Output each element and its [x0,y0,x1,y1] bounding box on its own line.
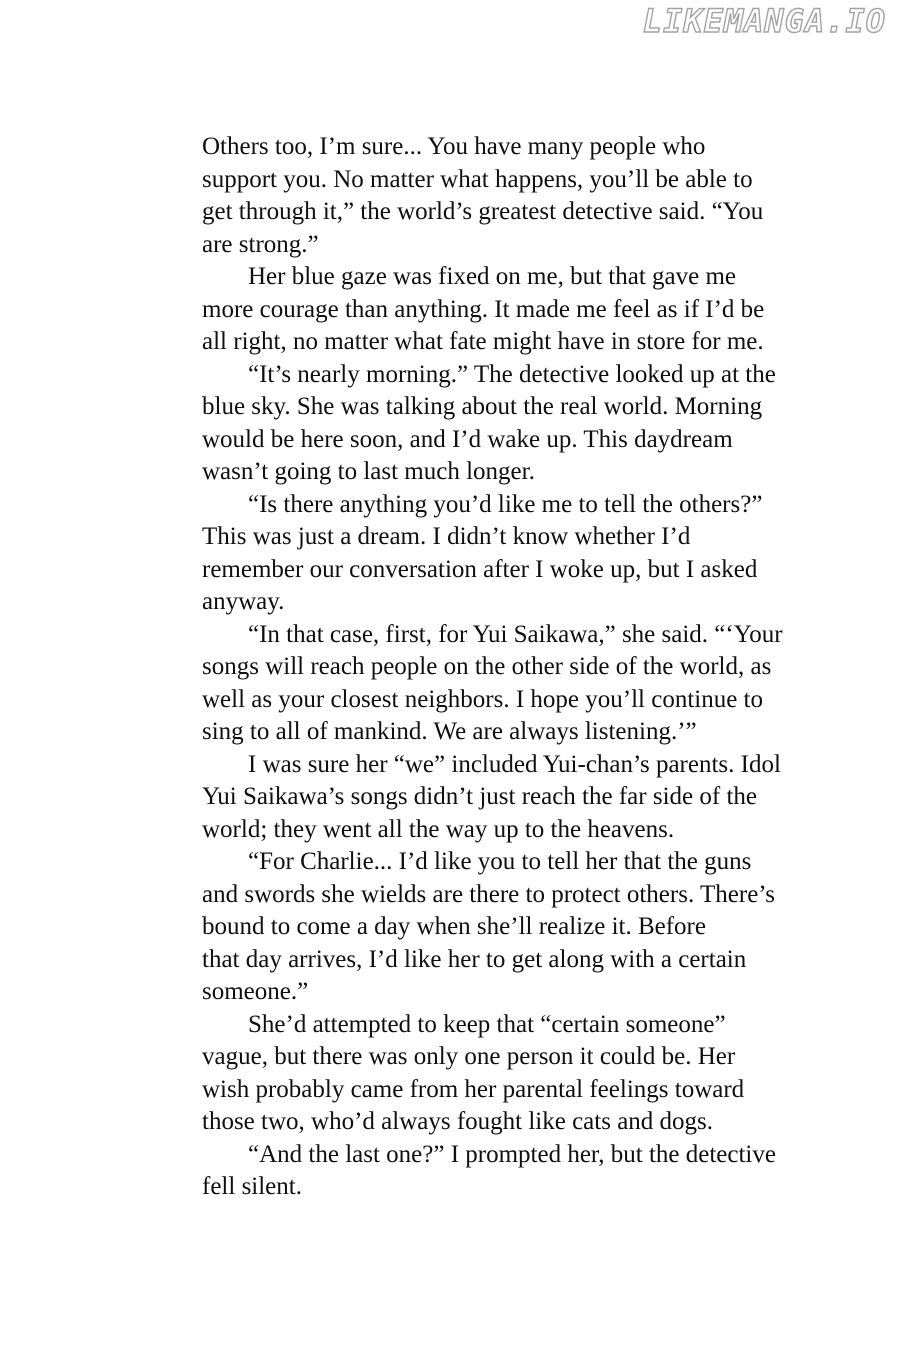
paragraph [202,1009,842,1139]
text-line: anyway. [202,588,285,615]
paragraph [202,131,842,261]
paragraph [202,846,842,1009]
text-line: well as your closest neighbors. I hope you’ll continue to [202,685,763,713]
text-line: “For Charlie... I’d like you to tell her that the guns [248,848,752,875]
text-line: Yui Saikawa’s songs didn’t just reach the far side of the [202,783,757,810]
text-line: songs will reach people on the other side of the world, as [202,653,772,680]
paragraph [202,261,842,359]
text-line: I was sure her “we” included Yui-chan’s parents. Idol [248,750,781,778]
text-line: all right, no matter what fate might have in store for me. [202,328,764,355]
text-line: that day arrives, I’d like her to get along with a certain [202,945,747,973]
text-line: would be here soon, and I’d wake up. This daydream [202,425,733,453]
text-line: world; they went all the way up to the heavens. [202,815,675,843]
text-line: are strong.” [202,230,319,258]
text-line: fell silent. [202,1173,302,1200]
novel-text-page [202,131,842,1204]
text-line: and swords she wields are there to protect others. There’s [202,880,775,908]
text-line: “Is there anything you’d like me to tell the others?” [248,490,763,518]
text-line: sing to all of mankind. We are always listening.’” [202,718,697,745]
text-line: This was just a dream. I didn’t know whether I’d [202,523,691,550]
text-line: Others too, I’m sure... You have many people who [202,133,706,160]
paragraph [202,359,842,489]
text-line: someone.” [202,978,309,1005]
text-line: those two, who’d always fought like cats and dogs. [202,1108,714,1135]
paragraph [202,619,842,749]
text-line: “And the last one?” I prompted her, but the detective [248,1140,776,1168]
text-line: “It’s nearly morning.” The detective looked up at the [248,360,776,388]
paragraph [202,489,842,619]
text-line: Her blue gaze was fixed on me, but that gave me [248,263,737,290]
text-line: more courage than anything. It made me feel as if I’d be [202,295,765,323]
text-line: She’d attempted to keep that “certain someone” [248,1010,726,1038]
paragraph [202,1139,842,1204]
text-line: bound to come a day when she’ll realize it. Before [202,913,706,940]
text-line: wasn’t going to last much longer. [202,458,535,485]
text-line: blue sky. She was talking about the real world. Morning [202,393,763,420]
text-line: support you. No matter what happens, you’ll be able to [202,165,753,193]
text-line: “In that case, first, for Yui Saikawa,” she said. “‘Your [248,620,783,648]
text-line: remember our conversation after I woke up, but I asked [202,555,758,583]
text-line: vague, but there was only one person it could be. Her [202,1043,736,1070]
text-line: get through it,” the world’s greatest detective said. “You [202,198,764,225]
text-line: wish probably came from her parental feelings toward [202,1075,745,1103]
site-logo: LIKEMANGA.IO [642,2,886,40]
paragraph [202,749,842,847]
